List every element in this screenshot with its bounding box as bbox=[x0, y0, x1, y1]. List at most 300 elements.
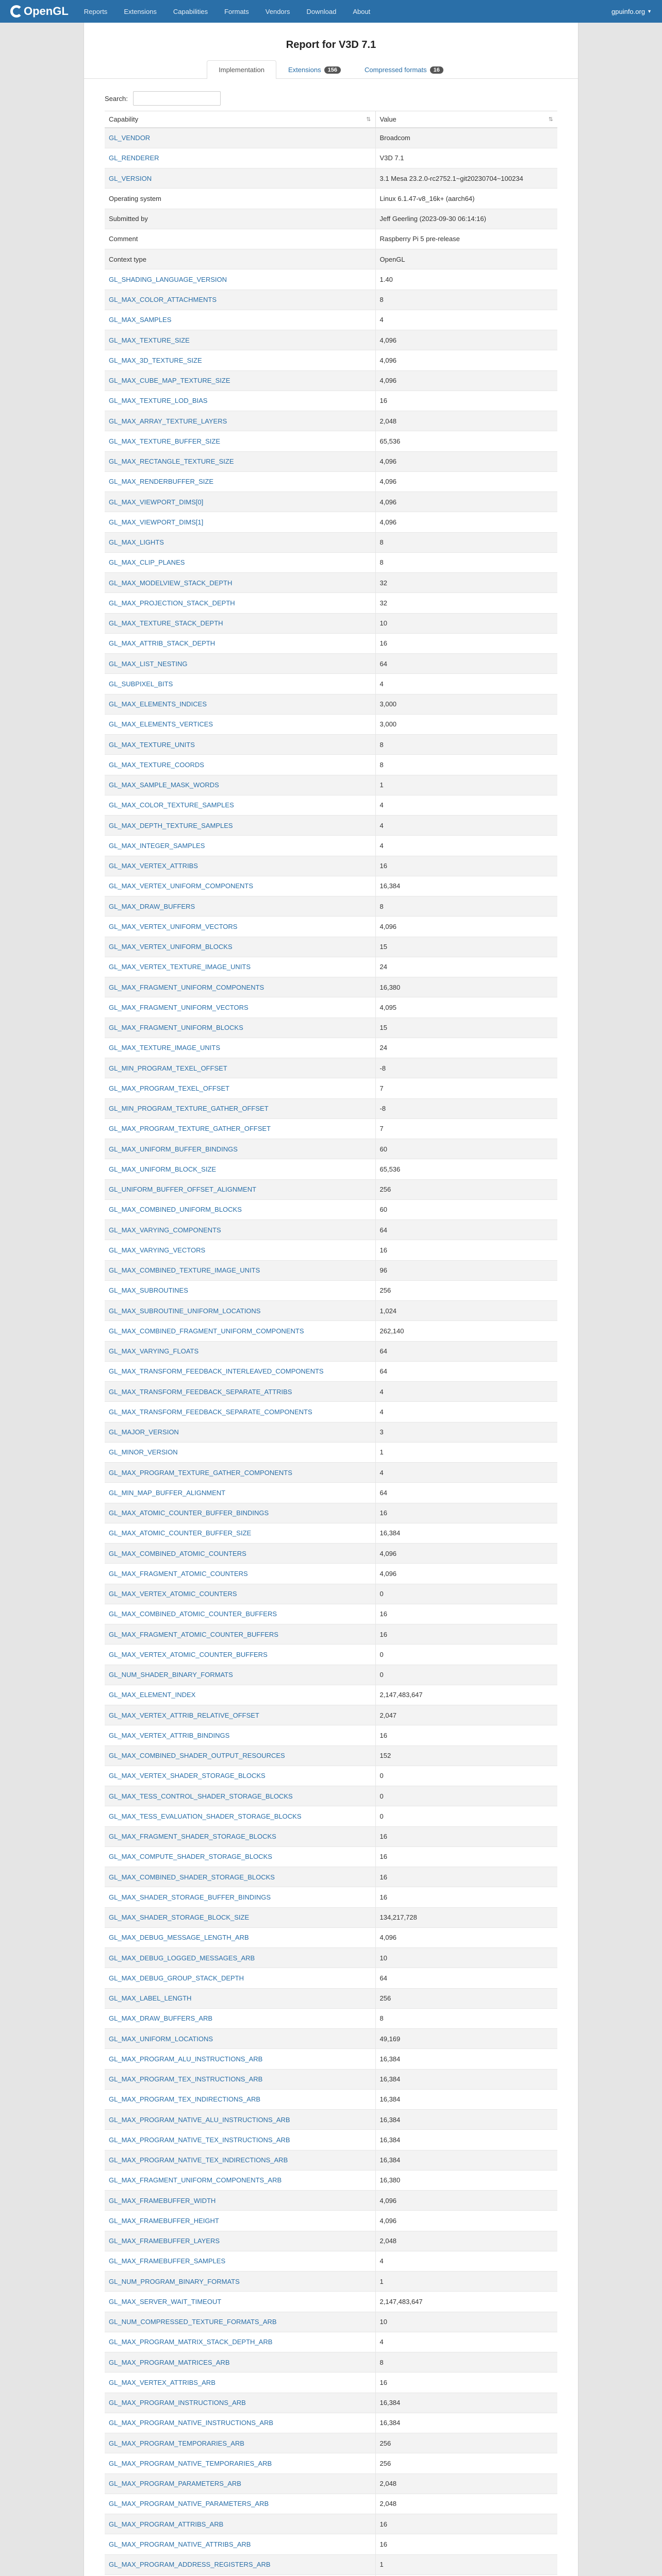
site-menu-label: gpuinfo.org bbox=[611, 7, 646, 15]
search-input[interactable] bbox=[133, 91, 221, 106]
capability-name[interactable]: GL_MAX_TEXTURE_LOD_BIAS bbox=[105, 391, 375, 411]
capability-name[interactable]: GL_NUM_COMPRESSED_TEXTURE_FORMATS_ARB bbox=[105, 2312, 375, 2332]
capability-name[interactable]: GL_MAX_ATTRIB_STACK_DEPTH bbox=[105, 633, 375, 653]
capability-name[interactable]: GL_NUM_SHADER_BINARY_FORMATS bbox=[105, 1665, 375, 1685]
table-row bbox=[105, 512, 557, 532]
nav-about[interactable]: About bbox=[353, 7, 371, 15]
table-row bbox=[105, 290, 557, 310]
table-row bbox=[105, 1463, 557, 1483]
capability-name[interactable]: GL_MAX_UNIFORM_BUFFER_BINDINGS bbox=[105, 1139, 375, 1159]
column-header-label: Value bbox=[379, 115, 396, 123]
capability-value: 1 bbox=[375, 2554, 557, 2574]
table-row bbox=[105, 1159, 557, 1179]
capability-value: 262,140 bbox=[375, 1321, 557, 1341]
capability-name[interactable]: GL_MAX_COMPUTE_SHADER_STORAGE_BLOCKS bbox=[105, 1846, 375, 1867]
capability-name[interactable]: GL_MIN_PROGRAM_TEXTURE_GATHER_OFFSET bbox=[105, 1098, 375, 1118]
table-row bbox=[105, 755, 557, 775]
capability-value: Jeff Geerling (2023-09-30 06:14:16) bbox=[375, 209, 557, 229]
table-row bbox=[105, 2089, 557, 2109]
caret-down-icon: ▼ bbox=[647, 9, 652, 14]
capability-value: 64 bbox=[375, 1361, 557, 1381]
table-row bbox=[105, 1988, 557, 2008]
capability-name[interactable]: GL_MAX_ATOMIC_COUNTER_BUFFER_BINDINGS bbox=[105, 1503, 375, 1523]
table-row bbox=[105, 2372, 557, 2393]
capability-value: 16,380 bbox=[375, 977, 557, 997]
capability-value: 4,096 bbox=[375, 917, 557, 937]
logo-ring-icon bbox=[10, 5, 23, 18]
table-row bbox=[105, 2554, 557, 2574]
sort-icon: ⇅ bbox=[366, 116, 371, 123]
capability-name[interactable]: GL_UNIFORM_BUFFER_OFFSET_ALIGNMENT bbox=[105, 1179, 375, 1199]
capability-value: 65,536 bbox=[375, 431, 557, 451]
nav-reports[interactable]: Reports bbox=[84, 7, 108, 15]
capability-name[interactable]: GL_MAX_3D_TEXTURE_SIZE bbox=[105, 350, 375, 370]
capability-name[interactable]: GL_MAX_COMBINED_SHADER_STORAGE_BLOCKS bbox=[105, 1867, 375, 1887]
table-row bbox=[105, 2110, 557, 2130]
capability-value: 24 bbox=[375, 957, 557, 977]
capability-value: 4,096 bbox=[375, 370, 557, 391]
capability-name[interactable]: GL_MAX_ARRAY_TEXTURE_LAYERS bbox=[105, 411, 375, 431]
table-row bbox=[105, 148, 557, 168]
capability-value: 4 bbox=[375, 1382, 557, 1402]
capability-name[interactable]: GL_MAX_FRAGMENT_UNIFORM_COMPONENTS_ARB bbox=[105, 2170, 375, 2190]
capability-value: 16 bbox=[375, 1826, 557, 1846]
table-row bbox=[105, 1523, 557, 1543]
tab-compressed-formats[interactable] bbox=[353, 60, 455, 79]
table-row bbox=[105, 937, 557, 957]
capability-value: 16 bbox=[375, 1846, 557, 1867]
capability-name[interactable]: GL_MAX_VARYING_COMPONENTS bbox=[105, 1220, 375, 1240]
capability-value: 16,384 bbox=[375, 2069, 557, 2089]
capability-name[interactable]: GL_MAX_FRAMEBUFFER_HEIGHT bbox=[105, 2211, 375, 2231]
capability-value: 16 bbox=[375, 633, 557, 653]
capability-name[interactable]: GL_VERSION bbox=[105, 168, 375, 189]
capability-value: 0 bbox=[375, 1806, 557, 1826]
capability-value: 2,048 bbox=[375, 411, 557, 431]
column-header-value[interactable] bbox=[375, 111, 557, 128]
table-row bbox=[105, 816, 557, 836]
capability-name[interactable]: GL_MAX_COMBINED_ATOMIC_COUNTER_BUFFERS bbox=[105, 1604, 375, 1624]
capability-name[interactable]: GL_MAX_ELEMENTS_INDICES bbox=[105, 694, 375, 714]
capability-name[interactable]: GL_MAX_PROGRAM_ATTRIBS_ARB bbox=[105, 2514, 375, 2534]
table-row bbox=[105, 977, 557, 997]
capability-name[interactable]: GL_MAX_LABEL_LENGTH bbox=[105, 1988, 375, 2008]
capability-value: 1 bbox=[375, 775, 557, 795]
capability-name[interactable]: GL_MAX_PROGRAM_NATIVE_ATTRIBS_ARB bbox=[105, 2534, 375, 2554]
capability-value: 32 bbox=[375, 573, 557, 593]
table-row bbox=[105, 957, 557, 977]
capability-name[interactable]: GL_MAX_COLOR_ATTACHMENTS bbox=[105, 290, 375, 310]
capability-name[interactable]: GL_MAX_VARYING_FLOATS bbox=[105, 1341, 375, 1361]
table-row bbox=[105, 1199, 557, 1219]
capability-name[interactable]: GL_MAX_DEPTH_TEXTURE_SAMPLES bbox=[105, 816, 375, 836]
capability-name[interactable]: GL_MAX_VERTEX_SHADER_STORAGE_BLOCKS bbox=[105, 1766, 375, 1786]
capability-name[interactable]: GL_MAX_DEBUG_MESSAGE_LENGTH_ARB bbox=[105, 1927, 375, 1947]
table-row bbox=[105, 2312, 557, 2332]
capability-name[interactable]: GL_MAX_DRAW_BUFFERS_ARB bbox=[105, 2008, 375, 2028]
capability-value: 16,384 bbox=[375, 2150, 557, 2170]
capability-value: Broadcom bbox=[375, 128, 557, 148]
capability-value: 4,096 bbox=[375, 350, 557, 370]
capability-name[interactable]: GL_MAX_COLOR_TEXTURE_SAMPLES bbox=[105, 795, 375, 815]
table-row bbox=[105, 1118, 557, 1139]
capability-value: 3 bbox=[375, 1422, 557, 1442]
table-row bbox=[105, 1503, 557, 1523]
capability-name[interactable]: GL_SUBPIXEL_BITS bbox=[105, 674, 375, 694]
table-row bbox=[105, 1584, 557, 1604]
capability-name[interactable]: GL_MAX_LIST_NESTING bbox=[105, 654, 375, 674]
capability-name[interactable]: GL_MAX_COMBINED_UNIFORM_BLOCKS bbox=[105, 1199, 375, 1219]
capability-name[interactable]: GL_MAX_PROGRAM_NATIVE_PARAMETERS_ARB bbox=[105, 2494, 375, 2514]
table-row bbox=[105, 2514, 557, 2534]
capability-name[interactable]: GL_MAX_VERTEX_UNIFORM_VECTORS bbox=[105, 917, 375, 937]
capability-value: 8 bbox=[375, 755, 557, 775]
capability-value: 4,096 bbox=[375, 1544, 557, 1564]
table-row bbox=[105, 350, 557, 370]
table-row bbox=[105, 896, 557, 917]
capability-value: 16 bbox=[375, 391, 557, 411]
capability-name[interactable]: GL_MIN_MAP_BUFFER_ALIGNMENT bbox=[105, 1483, 375, 1503]
table-row bbox=[105, 128, 557, 148]
table-row bbox=[105, 2393, 557, 2413]
capability-name[interactable]: GL_MAX_FRAMEBUFFER_WIDTH bbox=[105, 2191, 375, 2211]
capability-name[interactable]: GL_MAX_PROGRAM_NATIVE_ALU_INSTRUCTIONS_ARB bbox=[105, 2110, 375, 2130]
capability-name[interactable]: GL_MAX_TEXTURE_BUFFER_SIZE bbox=[105, 431, 375, 451]
search-label: Search: bbox=[105, 94, 128, 103]
capability-name[interactable]: GL_MAX_PROGRAM_ALU_INSTRUCTIONS_ARB bbox=[105, 2049, 375, 2069]
search-row bbox=[105, 91, 557, 106]
capability-name[interactable]: GL_MAX_FRAGMENT_ATOMIC_COUNTER_BUFFERS bbox=[105, 1624, 375, 1645]
capability-name[interactable]: GL_MAX_RECTANGLE_TEXTURE_SIZE bbox=[105, 451, 375, 471]
capability-name[interactable]: GL_MAX_MODELVIEW_STACK_DEPTH bbox=[105, 573, 375, 593]
capability-name[interactable]: GL_MAX_FRAMEBUFFER_LAYERS bbox=[105, 2231, 375, 2251]
capability-name[interactable]: GL_MAX_VERTEX_ATTRIB_RELATIVE_OFFSET bbox=[105, 1705, 375, 1725]
capability-value: 0 bbox=[375, 1786, 557, 1806]
report-container bbox=[84, 23, 578, 2576]
tab-extensions[interactable] bbox=[276, 60, 353, 79]
capability-name[interactable]: GL_MAX_COMBINED_SHADER_OUTPUT_RESOURCES bbox=[105, 1745, 375, 1766]
report-tabs bbox=[84, 60, 578, 79]
table-row bbox=[105, 1907, 557, 1927]
capabilities-table bbox=[105, 111, 557, 2576]
capability-value: 4 bbox=[375, 310, 557, 330]
tab-implementation[interactable] bbox=[207, 60, 276, 79]
capability-name[interactable]: GL_MAX_COMBINED_FRAGMENT_UNIFORM_COMPONENTS bbox=[105, 1321, 375, 1341]
capability-name[interactable]: GL_SHADING_LANGUAGE_VERSION bbox=[105, 269, 375, 290]
capability-value: 4,096 bbox=[375, 330, 557, 350]
table-row bbox=[105, 1240, 557, 1260]
capability-value: 1.40 bbox=[375, 269, 557, 290]
table-row bbox=[105, 2191, 557, 2211]
capability-value: 10 bbox=[375, 2312, 557, 2332]
capability-name[interactable]: GL_MAX_COMBINED_ATOMIC_COUNTERS bbox=[105, 1544, 375, 1564]
capability-value: 16 bbox=[375, 2534, 557, 2554]
capability-name[interactable]: GL_MAX_LIGHTS bbox=[105, 532, 375, 552]
capability-name[interactable]: GL_MAX_SAMPLE_MASK_WORDS bbox=[105, 775, 375, 795]
capability-value: 4,096 bbox=[375, 451, 557, 471]
capability-name[interactable]: GL_MAX_VERTEX_ATOMIC_COUNTERS bbox=[105, 1584, 375, 1604]
table-row bbox=[105, 552, 557, 572]
capability-value: OpenGL bbox=[375, 249, 557, 269]
capability-name: Submitted by bbox=[105, 209, 375, 229]
table-row bbox=[105, 1402, 557, 1422]
capability-value: 15 bbox=[375, 1018, 557, 1038]
capability-value: 64 bbox=[375, 1220, 557, 1240]
capability-value: 4,096 bbox=[375, 1927, 557, 1947]
table-row bbox=[105, 2473, 557, 2494]
nav-extensions[interactable]: Extensions bbox=[124, 7, 157, 15]
capability-name[interactable]: GL_MAX_VIEWPORT_DIMS[1] bbox=[105, 512, 375, 532]
table-row bbox=[105, 168, 557, 189]
table-row bbox=[105, 593, 557, 613]
capability-value: 4,095 bbox=[375, 997, 557, 1018]
capability-name[interactable]: GL_MAX_CUBE_MAP_TEXTURE_SIZE bbox=[105, 370, 375, 391]
capability-value: 16,384 bbox=[375, 1523, 557, 1543]
table-row bbox=[105, 1887, 557, 1907]
capability-name[interactable]: GL_MAX_FRAGMENT_UNIFORM_VECTORS bbox=[105, 997, 375, 1018]
table-row bbox=[105, 876, 557, 896]
capability-name[interactable]: GL_MAX_TEXTURE_UNITS bbox=[105, 735, 375, 755]
capability-name[interactable]: GL_MAX_TEXTURE_IMAGE_UNITS bbox=[105, 1038, 375, 1058]
capability-name[interactable]: GL_MAX_PROGRAM_TEXEL_OFFSET bbox=[105, 1078, 375, 1098]
capability-value: 4 bbox=[375, 2251, 557, 2271]
capability-value: 256 bbox=[375, 1280, 557, 1300]
table-row bbox=[105, 1321, 557, 1341]
table-row bbox=[105, 775, 557, 795]
nav-capabilities[interactable]: Capabilities bbox=[173, 7, 208, 15]
capability-name[interactable]: GL_MAX_TRANSFORM_FEEDBACK_INTERLEAVED_COMPONENTS bbox=[105, 1361, 375, 1381]
table-row bbox=[105, 674, 557, 694]
capability-name[interactable]: GL_MAX_PROGRAM_TEX_INSTRUCTIONS_ARB bbox=[105, 2069, 375, 2089]
capability-value: 1 bbox=[375, 2272, 557, 2292]
capability-name[interactable]: GL_MAX_PROGRAM_TEMPORARIES_ARB bbox=[105, 2433, 375, 2453]
capability-name[interactable]: GL_MAX_PROGRAM_TEX_INDIRECTIONS_ARB bbox=[105, 2089, 375, 2109]
capability-name[interactable]: GL_MAX_VERTEX_ATTRIB_BINDINGS bbox=[105, 1725, 375, 1745]
capability-name[interactable]: GL_MAX_VERTEX_TEXTURE_IMAGE_UNITS bbox=[105, 957, 375, 977]
capability-name[interactable]: GL_MAX_SAMPLES bbox=[105, 310, 375, 330]
capability-value: 8 bbox=[375, 735, 557, 755]
capability-value: 4 bbox=[375, 1463, 557, 1483]
capability-value: 16 bbox=[375, 2514, 557, 2534]
column-header-capability[interactable] bbox=[105, 111, 375, 128]
table-row bbox=[105, 249, 557, 269]
capability-name[interactable]: GL_MAJOR_VERSION bbox=[105, 1422, 375, 1442]
capability-name[interactable]: GL_MAX_SHADER_STORAGE_BLOCK_SIZE bbox=[105, 1907, 375, 1927]
capability-name[interactable]: GL_NUM_PROGRAM_BINARY_FORMATS bbox=[105, 2272, 375, 2292]
capability-name[interactable]: GL_MAX_ELEMENT_INDEX bbox=[105, 1685, 375, 1705]
table-row bbox=[105, 411, 557, 431]
capability-name[interactable]: GL_MAX_PROGRAM_NATIVE_TEX_INSTRUCTIONS_ARB bbox=[105, 2130, 375, 2150]
table-row bbox=[105, 2251, 557, 2271]
capability-name[interactable]: GL_VENDOR bbox=[105, 128, 375, 148]
capability-name[interactable]: GL_MAX_FRAGMENT_SHADER_STORAGE_BLOCKS bbox=[105, 1826, 375, 1846]
capability-name[interactable]: GL_MAX_PROJECTION_STACK_DEPTH bbox=[105, 593, 375, 613]
capability-name[interactable]: GL_MIN_PROGRAM_TEXEL_OFFSET bbox=[105, 1058, 375, 1078]
capability-name[interactable]: GL_MAX_COMBINED_TEXTURE_IMAGE_UNITS bbox=[105, 1260, 375, 1280]
capability-value: 49,169 bbox=[375, 2029, 557, 2049]
nav-formats[interactable]: Formats bbox=[224, 7, 249, 15]
table-row bbox=[105, 1220, 557, 1240]
capability-name[interactable]: GL_MAX_PROGRAM_NATIVE_INSTRUCTIONS_ARB bbox=[105, 2413, 375, 2433]
capability-name[interactable]: GL_MAX_ATOMIC_COUNTER_BUFFER_SIZE bbox=[105, 1523, 375, 1543]
capability-name[interactable]: GL_MAX_VIEWPORT_DIMS[0] bbox=[105, 492, 375, 512]
capability-name: Context type bbox=[105, 249, 375, 269]
capability-name[interactable]: GL_MAX_SHADER_STORAGE_BUFFER_BINDINGS bbox=[105, 1887, 375, 1907]
table-row bbox=[105, 1179, 557, 1199]
capability-value: 2,047 bbox=[375, 1705, 557, 1725]
capability-name[interactable]: GL_MAX_UNIFORM_BLOCK_SIZE bbox=[105, 1159, 375, 1179]
capability-value: 60 bbox=[375, 1139, 557, 1159]
table-row bbox=[105, 1361, 557, 1381]
capability-name[interactable]: GL_MAX_PROGRAM_MATRICES_ARB bbox=[105, 2352, 375, 2372]
capability-name[interactable]: GL_RENDERER bbox=[105, 148, 375, 168]
table-row bbox=[105, 1139, 557, 1159]
top-navbar bbox=[0, 0, 662, 23]
capability-name[interactable]: GL_MAX_PROGRAM_TEXTURE_GATHER_OFFSET bbox=[105, 1118, 375, 1139]
count-badge: 16 bbox=[430, 66, 443, 74]
table-row bbox=[105, 1382, 557, 1402]
capability-name[interactable]: GL_MAX_TRANSFORM_FEEDBACK_SEPARATE_ATTRIBS bbox=[105, 1382, 375, 1402]
table-row bbox=[105, 1665, 557, 1685]
capability-value: 1,024 bbox=[375, 1301, 557, 1321]
capability-value: 16 bbox=[375, 1503, 557, 1523]
table-row bbox=[105, 431, 557, 451]
capability-name[interactable]: GL_MAX_PROGRAM_NATIVE_TEMPORARIES_ARB bbox=[105, 2453, 375, 2473]
table-row bbox=[105, 1078, 557, 1098]
table-body bbox=[105, 128, 557, 2576]
capability-name[interactable]: GL_MAX_VERTEX_UNIFORM_COMPONENTS bbox=[105, 876, 375, 896]
capability-name[interactable]: GL_MAX_TESS_EVALUATION_SHADER_STORAGE_BLOCKS bbox=[105, 1806, 375, 1826]
capability-name[interactable]: GL_MAX_TRANSFORM_FEEDBACK_SEPARATE_COMPONENTS bbox=[105, 1402, 375, 1422]
table-row bbox=[105, 1280, 557, 1300]
table-row bbox=[105, 229, 557, 249]
capability-value: 16,384 bbox=[375, 2393, 557, 2413]
nav-vendors[interactable]: Vendors bbox=[265, 7, 290, 15]
capability-name[interactable]: GL_MAX_DEBUG_LOGGED_MESSAGES_ARB bbox=[105, 1948, 375, 1968]
capability-value: 65,536 bbox=[375, 1159, 557, 1179]
capability-name[interactable]: GL_MAX_DRAW_BUFFERS bbox=[105, 896, 375, 917]
capability-value: 256 bbox=[375, 1179, 557, 1199]
capability-value: Linux 6.1.47-v8_16k+ (aarch64) bbox=[375, 189, 557, 209]
table-row bbox=[105, 1867, 557, 1887]
table-row bbox=[105, 2049, 557, 2069]
capability-name[interactable]: GL_MAX_VERTEX_ATTRIBS_ARB bbox=[105, 2372, 375, 2393]
table-row bbox=[105, 2150, 557, 2170]
table-row bbox=[105, 856, 557, 876]
table-row bbox=[105, 1685, 557, 1705]
capability-value: V3D 7.1 bbox=[375, 148, 557, 168]
capability-value: 8 bbox=[375, 2352, 557, 2372]
tab-label: Compressed formats bbox=[364, 66, 427, 74]
capability-name: Comment bbox=[105, 229, 375, 249]
capability-name[interactable]: GL_MAX_INTEGER_SAMPLES bbox=[105, 836, 375, 856]
table-row bbox=[105, 1422, 557, 1442]
column-header-label: Capability bbox=[109, 115, 139, 123]
capability-value: 16,380 bbox=[375, 2170, 557, 2190]
table-row bbox=[105, 714, 557, 734]
capability-name[interactable]: GL_MAX_SUBROUTINES bbox=[105, 1280, 375, 1300]
table-row bbox=[105, 1806, 557, 1826]
site-menu[interactable] bbox=[611, 8, 652, 15]
capability-name[interactable]: GL_MAX_SERVER_WAIT_TIMEOUT bbox=[105, 2292, 375, 2312]
capability-name[interactable]: GL_MAX_TEXTURE_SIZE bbox=[105, 330, 375, 350]
table-row bbox=[105, 573, 557, 593]
capability-name[interactable]: GL_MAX_CLIP_PLANES bbox=[105, 552, 375, 572]
table-row bbox=[105, 471, 557, 492]
capability-value: 3,000 bbox=[375, 714, 557, 734]
capability-name[interactable]: GL_MAX_TESS_CONTROL_SHADER_STORAGE_BLOCKS bbox=[105, 1786, 375, 1806]
capability-name[interactable]: GL_MAX_FRAGMENT_UNIFORM_COMPONENTS bbox=[105, 977, 375, 997]
capability-name[interactable]: GL_MAX_VERTEX_ATOMIC_COUNTER_BUFFERS bbox=[105, 1645, 375, 1665]
table-row bbox=[105, 997, 557, 1018]
capability-value: 256 bbox=[375, 2453, 557, 2473]
capability-name[interactable]: GL_MAX_PROGRAM_MATRIX_STACK_DEPTH_ARB bbox=[105, 2332, 375, 2352]
capability-name[interactable]: GL_MAX_VARYING_VECTORS bbox=[105, 1240, 375, 1260]
table-row bbox=[105, 2130, 557, 2150]
table-row bbox=[105, 451, 557, 471]
capability-name[interactable]: GL_MAX_FRAGMENT_ATOMIC_COUNTERS bbox=[105, 1564, 375, 1584]
table-row bbox=[105, 1786, 557, 1806]
table-row bbox=[105, 1442, 557, 1462]
capability-value: 32 bbox=[375, 593, 557, 613]
table-row bbox=[105, 694, 557, 714]
capability-name[interactable]: GL_MAX_RENDERBUFFER_SIZE bbox=[105, 471, 375, 492]
capability-value: 16,384 bbox=[375, 2130, 557, 2150]
capability-name[interactable]: GL_MAX_FRAMEBUFFER_SAMPLES bbox=[105, 2251, 375, 2271]
capability-value: 1 bbox=[375, 1442, 557, 1462]
capability-name[interactable]: GL_MAX_PROGRAM_INSTRUCTIONS_ARB bbox=[105, 2393, 375, 2413]
logo-text: OpenGL bbox=[24, 5, 69, 18]
capability-value: 16 bbox=[375, 1725, 557, 1745]
capability-name[interactable]: GL_MAX_ELEMENTS_VERTICES bbox=[105, 714, 375, 734]
capability-value: 4,096 bbox=[375, 492, 557, 512]
opengl-logo[interactable] bbox=[10, 5, 69, 18]
table-row bbox=[105, 1301, 557, 1321]
nav-download[interactable]: Download bbox=[306, 7, 337, 15]
tab-label: Implementation bbox=[219, 66, 265, 74]
capability-name[interactable]: GL_MAX_VERTEX_ATTRIBS bbox=[105, 856, 375, 876]
capability-name[interactable]: GL_MAX_TEXTURE_STACK_DEPTH bbox=[105, 613, 375, 633]
capability-name[interactable]: GL_MAX_TEXTURE_COORDS bbox=[105, 755, 375, 775]
table-row bbox=[105, 2231, 557, 2251]
capability-value: 24 bbox=[375, 1038, 557, 1058]
capability-value: 3,000 bbox=[375, 694, 557, 714]
table-row bbox=[105, 1544, 557, 1564]
table-row bbox=[105, 1341, 557, 1361]
capability-name[interactable]: GL_MAX_DEBUG_GROUP_STACK_DEPTH bbox=[105, 1968, 375, 1988]
table-row bbox=[105, 310, 557, 330]
table-row bbox=[105, 633, 557, 653]
table-row bbox=[105, 795, 557, 815]
capability-name[interactable]: GL_MAX_PROGRAM_TEXTURE_GATHER_COMPONENTS bbox=[105, 1463, 375, 1483]
capability-value: 2,147,483,647 bbox=[375, 1685, 557, 1705]
capability-value: 8 bbox=[375, 2008, 557, 2028]
capability-name[interactable]: GL_MINOR_VERSION bbox=[105, 1442, 375, 1462]
capability-value: 152 bbox=[375, 1745, 557, 1766]
capability-name[interactable]: GL_MAX_PROGRAM_NATIVE_TEX_INDIRECTIONS_ARB bbox=[105, 2150, 375, 2170]
capability-name[interactable]: GL_MAX_FRAGMENT_UNIFORM_BLOCKS bbox=[105, 1018, 375, 1038]
sort-icon: ⇅ bbox=[548, 116, 553, 123]
capability-name[interactable]: GL_MAX_PROGRAM_ADDRESS_REGISTERS_ARB bbox=[105, 2554, 375, 2574]
table-row bbox=[105, 654, 557, 674]
capability-name[interactable]: GL_MAX_SUBROUTINE_UNIFORM_LOCATIONS bbox=[105, 1301, 375, 1321]
table-row bbox=[105, 2211, 557, 2231]
capability-name[interactable]: GL_MAX_UNIFORM_LOCATIONS bbox=[105, 2029, 375, 2049]
capability-name[interactable]: GL_MAX_PROGRAM_PARAMETERS_ARB bbox=[105, 2473, 375, 2494]
capability-value: 2,147,483,647 bbox=[375, 2292, 557, 2312]
capability-name[interactable]: GL_MAX_VERTEX_UNIFORM_BLOCKS bbox=[105, 937, 375, 957]
capability-value: 0 bbox=[375, 1766, 557, 1786]
